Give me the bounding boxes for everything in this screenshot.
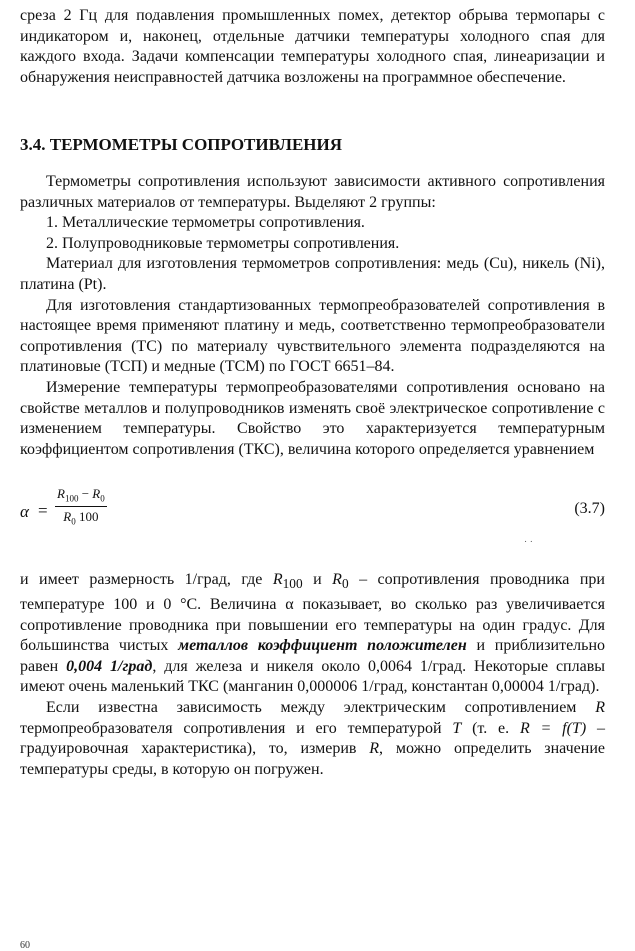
list-item-1: 1. Металлические термометры сопротивления. — [46, 214, 365, 232]
scan-speck: ˙ ˙ — [523, 540, 533, 552]
paragraph-6: Если известна зависимость между электрическим сопротивлением R термопреобразователя сопротивления и его температурой T (т. е. R = f(T) – градуировочная характеристика), то, измерив R, можно определить значение температуры среды, в которую он погружен. — [20, 699, 606, 778]
emphasis-positive-coefficient: металлов коэффициент положителен — [178, 637, 467, 655]
page-content — [20, 6, 605, 780]
formula-fraction — [55, 486, 107, 526]
paragraph-4: Измерение температуры термопреобразователями сопротивления основано на свойстве металлов и полупроводников изменять своё электрическое сопротивление с изменением температуры. Свойство это характеризуется температурным коэффициентом сопротивления (ТКС), величина которого определяется уравнением — [20, 378, 605, 458]
formula-alpha: α — [20, 502, 29, 522]
paragraph-1: Термометры сопротивления используют зависимости активного сопротивления различных материалов от температуры. Выделяют 2 группы: — [20, 172, 605, 211]
intro-paragraph: среза 2 Гц для подавления промышленных помех, детектор обрыва термопары с индикатором и, наконец, отдельные датчики температуры холодного спая для каждого входа. Задачи компенсации температуры холодного спая, линеаризации и обнаружения неисправностей датчика возложены на программное обеспечение. — [20, 7, 605, 86]
paragraph-5: и имеет размерность 1/град, где $R_{100}$ и $R_0$ – сопротивления проводника при температуре 100 и 0 °С. Величина α показывает, во сколько раз увеличивается сопротивление проводника при повышении его температуры на один градус. Для большинства чистых металлов коэффициент положителен и приблизительно равен 0,004 1/град, для железа и никеля около 0,0064 1/град. Некоторые сплавы имеют очень маленький ТКС (манганин 0,000006 1/град, константан 0,00004 1/град). — [20, 571, 606, 696]
formula-numerator: $R_{100} - R_0$ — [55, 486, 107, 507]
formula-denominator: $R_0$ 100 — [63, 508, 99, 527]
emphasis-coefficient-value: 0,004 1/град — [66, 657, 153, 675]
section-heading: 3.4. ТЕРМОМЕТРЫ СОПРОТИВЛЕНИЯ — [20, 135, 343, 155]
paragraph-2: Материал для изготовления термометров сопротивления: медь (Cu), никель (Ni), платина (Pt). — [20, 255, 605, 293]
list-item-2: 2. Полупроводниковые термометры сопротивления. — [46, 234, 400, 252]
page-number: 60 — [20, 940, 30, 951]
formula-equals: = — [38, 501, 48, 521]
equation-number: (3.7) — [574, 500, 605, 518]
formula-3-7 — [20, 486, 605, 552]
paragraph-3: Для изготовления стандартизованных термопреобразователей сопротивления в настоящее время применяют платину и медь, соответственно термопреобразователи сопротивления (ТС) по материалу чувствительного элемента подразделяются на платиновые (ТСП) и медные (ТСМ) по ГОСТ 6651–84. — [20, 296, 605, 376]
